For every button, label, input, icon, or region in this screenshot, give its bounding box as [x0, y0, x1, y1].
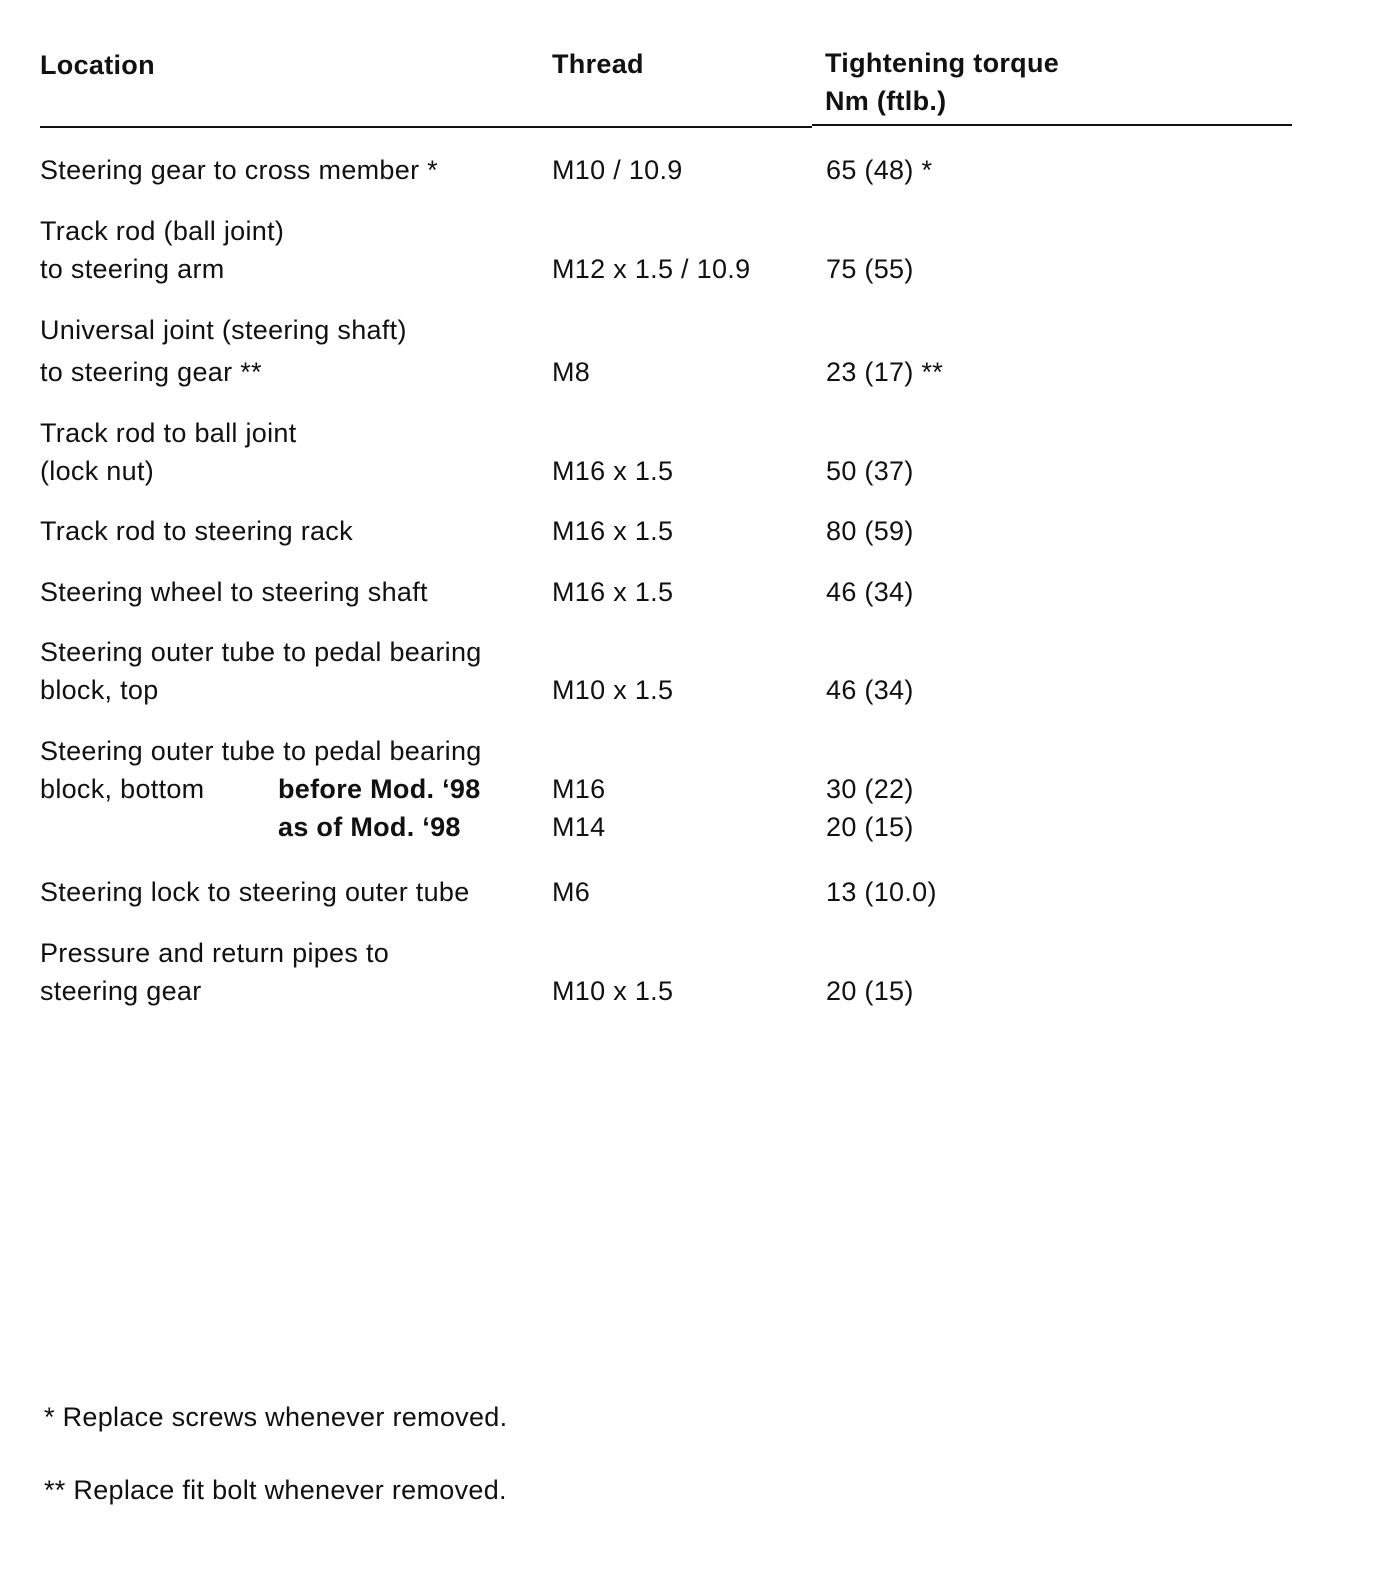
torque-cell: 13 (10.0)	[826, 877, 937, 907]
location-line: steering gear	[40, 976, 202, 1006]
location-cell	[40, 873, 470, 911]
footnote-double-asterisk: ** Replace fit bolt whenever removed.	[44, 1475, 507, 1505]
location-line: Track rod to ball joint	[40, 418, 297, 448]
torque-cell: 80 (59)	[826, 516, 914, 546]
location-cell	[40, 151, 438, 189]
thread-cell: M14	[552, 812, 606, 842]
torque-cell: 65 (48) *	[826, 155, 933, 185]
torque-cell: 46 (34)	[826, 577, 914, 607]
location-cell	[40, 414, 297, 490]
location-line: Steering outer tube to pedal bearing	[40, 637, 482, 667]
header-rule-right	[812, 124, 1292, 126]
footnote-single-asterisk: * Replace screws whenever removed.	[44, 1402, 508, 1432]
torque-cell: 23 (17) **	[826, 357, 944, 387]
torque-cell: 20 (15)	[826, 812, 914, 842]
torque-header-line2: Nm (ftlb.)	[825, 86, 947, 116]
thread-cell: M16	[552, 774, 606, 804]
thread-cell: M8	[552, 357, 591, 387]
torque-cell: 75 (55)	[826, 254, 914, 284]
location-line: block, bottom	[40, 774, 205, 804]
location-cell	[40, 573, 428, 611]
location-cell	[40, 512, 353, 550]
location-cell	[40, 633, 482, 709]
torque-cell: 30 (22)	[826, 774, 914, 804]
thread-cell: M10 x 1.5	[552, 675, 674, 705]
thread-cell: M16 x 1.5	[552, 516, 674, 546]
location-cell	[40, 311, 407, 391]
location-line: Universal joint (steering shaft)	[40, 315, 407, 345]
thread-cell: M16 x 1.5	[552, 456, 674, 486]
torque-header-line1: Tightening torque	[825, 48, 1060, 78]
location-line: Track rod (ball joint)	[40, 216, 285, 246]
location-line: (lock nut)	[40, 456, 155, 486]
torque-cell: 50 (37)	[826, 456, 914, 486]
header-rule-left	[40, 126, 812, 128]
model-variant-label: as of Mod. ‘98	[278, 812, 461, 842]
location-line: Steering wheel to steering shaft	[40, 577, 428, 607]
thread-cell: M6	[552, 877, 591, 907]
location-line: to steering gear **	[40, 357, 262, 387]
location-line: Steering gear to cross member *	[40, 155, 438, 185]
location-line: Steering lock to steering outer tube	[40, 877, 470, 907]
location-line: Pressure and return pipes to	[40, 938, 390, 968]
torque-column-header	[825, 44, 1059, 120]
torque-cell: 20 (15)	[826, 976, 914, 1006]
location-line: to steering arm	[40, 254, 225, 284]
location-cell	[40, 212, 284, 288]
thread-cell: M12 x 1.5 / 10.9	[552, 254, 751, 284]
location-column-header: Location	[40, 50, 155, 80]
thread-cell: M10 x 1.5	[552, 976, 674, 1006]
location-line: Steering outer tube to pedal bearing	[40, 736, 482, 766]
thread-column-header: Thread	[552, 49, 644, 79]
torque-cell: 46 (34)	[826, 675, 914, 705]
thread-cell: M16 x 1.5	[552, 577, 674, 607]
model-variant-label: before Mod. ‘98	[278, 774, 481, 804]
location-line: block, top	[40, 675, 159, 705]
thread-cell: M10 / 10.9	[552, 155, 683, 185]
location-cell	[40, 934, 389, 1010]
location-line: Track rod to steering rack	[40, 516, 353, 546]
